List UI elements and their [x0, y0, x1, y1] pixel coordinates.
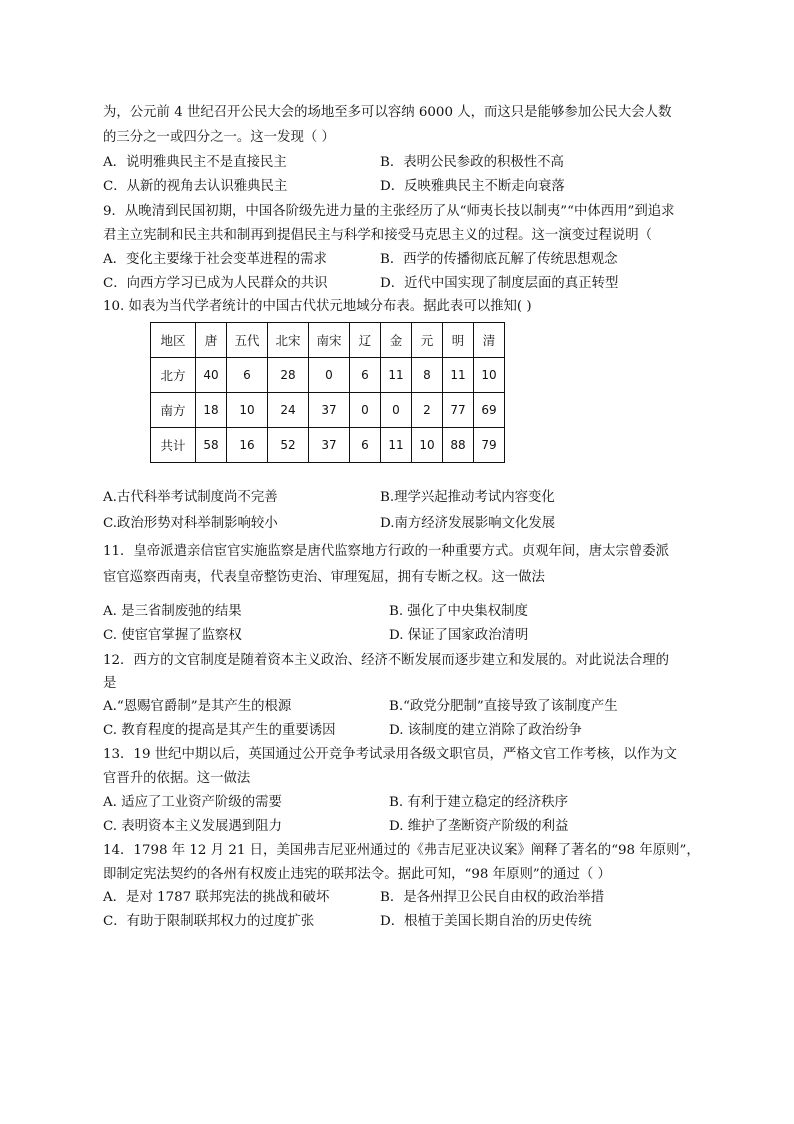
q10-option-a: A.古代科举考试制度尚不完善 [103, 490, 278, 505]
table-header-cell: 金 [381, 323, 412, 358]
table-header-cell: 五代 [227, 323, 268, 358]
table-cell: 6 [350, 428, 381, 463]
table-cell: 10 [227, 393, 268, 428]
table-cell: 6 [227, 358, 268, 393]
q12-option-d: D. 该制度的建立消除了政治纷争 [389, 723, 582, 738]
q12-option-b: B.“政党分肥制”直接导致了该制度产生 [389, 699, 618, 714]
q8-stem-line2: 的三分之一或四分之一。这一发现（ ） [103, 130, 335, 145]
q14-stem-line2: 即制定宪法契约的各州有权废止违宪的联邦法令。据此可知，“98 年原则”的通过（ ） [103, 867, 611, 882]
q10-option-c: C.政治形势对科举制影响较小 [103, 516, 278, 531]
table-cell: 8 [412, 358, 443, 393]
q14-option-c: C．有助于限制联邦权力的过度扩张 [103, 914, 315, 929]
table-cell: 79 [474, 428, 505, 463]
table-cell: 28 [268, 358, 309, 393]
table-cell: 37 [309, 393, 350, 428]
q10-stem: 10. 如表为当代学者统计的中国古代状元地域分布表。据此表可以推知( ) [103, 299, 532, 314]
table-row-label: 南方 [151, 393, 196, 428]
table-cell: 58 [196, 428, 227, 463]
table-cell: 6 [350, 358, 381, 393]
table-cell: 0 [350, 393, 381, 428]
q8-option-a: A．说明雅典民主不是直接民主 [103, 155, 287, 170]
q11-option-d: D. 保证了国家政治清明 [389, 628, 529, 643]
table-cell: 88 [443, 428, 474, 463]
q10-option-d: D.南方经济发展影响文化发展 [380, 516, 556, 531]
q12-stem-line2: 是 [103, 676, 117, 691]
q13-stem-line1: 13．19 世纪中期以后，英国通过公开竞争考试录用各级文职官员，严格文官工作考核，以作为文 [103, 747, 677, 762]
q8-option-c: C．从新的视角去认识雅典民主 [103, 179, 288, 194]
q14-option-d: D．根植于美国长期自治的历史传统 [380, 914, 592, 929]
q9-option-c: C．向西方学习已成为人民群众的共识 [103, 276, 328, 291]
table-header-row [151, 323, 505, 358]
q11-stem-line1: 11．皇帝派遣亲信宦官实施监察是唐代监察地方行政的一种重要方式。贞观年间，唐太宗曾委派 [103, 544, 670, 559]
table-cell: 10 [412, 428, 443, 463]
table-header-cell: 元 [412, 323, 443, 358]
table-cell: 11 [381, 428, 412, 463]
table-cell: 2 [412, 393, 443, 428]
q12-stem-line1: 12．西方的文官制度是随着资本主义政治、经济不断发展而逐步建立和发展的。对此说法合理的 [103, 653, 670, 668]
table-header-cell: 清 [474, 323, 505, 358]
q11-stem-line2: 宦官巡察西南夷，代表皇帝整饬吏治、审理冤屈，拥有专断之权。这一做法 [103, 570, 545, 585]
table-row [151, 428, 505, 463]
q9-stem-line2: 君主立宪制和民主共和制再到提倡民主与科学和接受马克思主义的过程。这一演变过程说明（ [103, 228, 653, 243]
q9-stem-line1: 9．从晚清到民国初期，中国各阶级先进力量的主张经历了从“师夷长技以制夷”“中体西用”到追求 [103, 204, 675, 219]
q12-option-a: A.“恩赐官爵制”是其产生的根源 [103, 699, 292, 714]
q11-option-a: A. 是三省制废弛的结果 [103, 604, 242, 619]
q11-option-b: B. 强化了中央集权制度 [389, 604, 528, 619]
table-cell: 11 [443, 358, 474, 393]
q13-stem-line2: 官晋升的依据。这一做法 [103, 771, 251, 786]
table-cell: 18 [196, 393, 227, 428]
zhuangyuan-distribution-table [150, 322, 505, 463]
q9-option-a: A．变化主要缘于社会变革进程的需求 [103, 252, 327, 267]
q8-stem-line1: 为，公元前 4 世纪召开公民大会的场地至多可以容纳 6000 人，而这只是能够参加公民大会人数 [103, 105, 672, 120]
table-row-label: 北方 [151, 358, 196, 393]
q9-option-b: B．西学的传播彻底瓦解了传统思想观念 [380, 252, 618, 267]
q14-option-a: A．是对 1787 联邦宪法的挑战和破坏 [103, 890, 330, 905]
q13-option-c: C. 表明资本主义发展遇到阻力 [103, 819, 282, 834]
q13-option-a: A. 适应了工业资产阶级的需要 [103, 795, 282, 810]
q10-option-b: B.理学兴起推动考试内容变化 [380, 490, 555, 505]
table-cell: 37 [309, 428, 350, 463]
q8-option-b: B．表明公民参政的积极性不高 [380, 155, 564, 170]
table-cell: 69 [474, 393, 505, 428]
table-cell: 24 [268, 393, 309, 428]
table-header-cell: 辽 [350, 323, 381, 358]
table-cell: 11 [381, 358, 412, 393]
table-header-cell: 地区 [151, 323, 196, 358]
table-cell: 10 [474, 358, 505, 393]
table-row [151, 358, 505, 393]
q14-option-b: B．是各州捍卫公民自由权的政治举措 [380, 890, 605, 905]
table-cell: 16 [227, 428, 268, 463]
table-header-cell: 南宋 [309, 323, 350, 358]
q12-option-c: C. 教育程度的提高是其产生的重要诱因 [103, 723, 336, 738]
q11-option-c: C. 使宦官掌握了监察权 [103, 628, 242, 643]
table-header-cell: 北宋 [268, 323, 309, 358]
table-header-cell: 明 [443, 323, 474, 358]
table-cell: 77 [443, 393, 474, 428]
table-cell: 0 [381, 393, 412, 428]
q8-option-d: D．反映雅典民主不断走向衰落 [380, 179, 565, 194]
table-cell: 40 [196, 358, 227, 393]
table-header-cell: 唐 [196, 323, 227, 358]
q13-option-b: B. 有利于建立稳定的经济秩序 [389, 795, 569, 810]
table-row-label: 共计 [151, 428, 196, 463]
q9-option-d: D．近代中国实现了制度层面的真正转型 [380, 276, 619, 291]
q13-option-d: D. 维护了垄断资产阶级的利益 [389, 819, 569, 834]
table-row [151, 393, 505, 428]
table-cell: 52 [268, 428, 309, 463]
table-cell: 0 [309, 358, 350, 393]
q14-stem-line1: 14．1798 年 12 月 21 日，美国弗吉尼亚州通过的《弗吉尼亚决议案》阐释了著名的“98 年原则”， [103, 843, 700, 858]
